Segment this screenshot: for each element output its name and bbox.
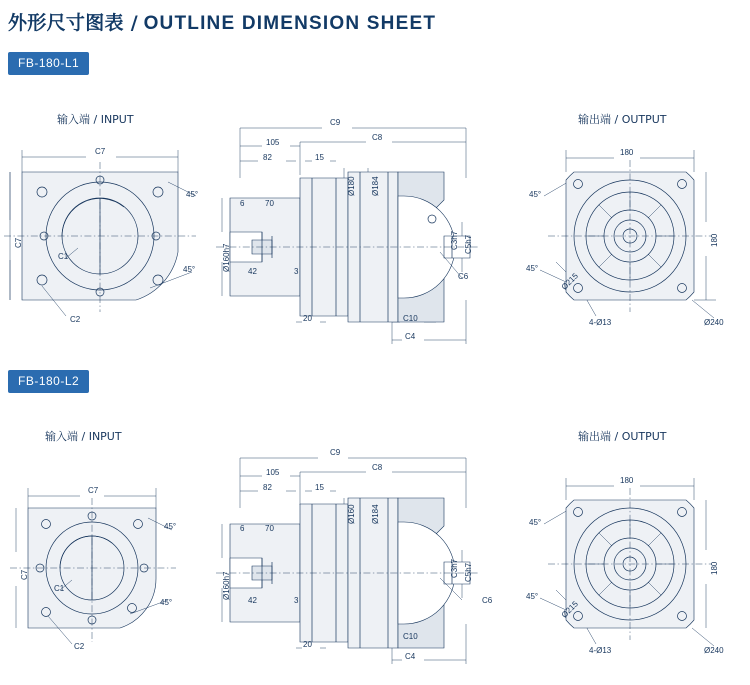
dim-4xd13-l1: 4-Ø13 bbox=[589, 318, 612, 327]
caption-output-l2: 输出端 / OUTPUT bbox=[578, 430, 667, 443]
dim-15-l2: 15 bbox=[315, 483, 324, 492]
dim-6-l2: 6 bbox=[240, 524, 245, 533]
dim-d160-l2: Ø160 bbox=[347, 504, 356, 524]
dim-c3h7-l1: C3h7 bbox=[450, 230, 459, 250]
dim-70-l2: 70 bbox=[265, 524, 274, 533]
dim-d240-l2: Ø240 bbox=[704, 646, 724, 655]
dim-d184-l1: Ø184 bbox=[371, 176, 380, 196]
dim-c7-left-l1: C7 bbox=[14, 237, 23, 248]
dim-105-l2: 105 bbox=[266, 468, 280, 477]
dim-c4-l1: C4 bbox=[405, 332, 416, 341]
dim-c5h7-l1: C5h7 bbox=[464, 234, 473, 254]
dim-c9-l1: C9 bbox=[330, 118, 341, 127]
dim-c8-l2: C8 bbox=[372, 463, 383, 472]
dim-70-l1: 70 bbox=[265, 199, 274, 208]
dim-d180-l1: Ø180 bbox=[347, 176, 356, 196]
dim-105-l1: 105 bbox=[266, 138, 280, 147]
page-title-en: OUTLINE DIMENSION SHEET bbox=[143, 13, 437, 34]
dim-c6-l1: C6 bbox=[458, 272, 469, 281]
model-tag-l2: FB-180-L2 bbox=[8, 370, 89, 393]
dim-d160h7-l2: Ø160h7 bbox=[222, 571, 231, 600]
dim-c10-l1: C10 bbox=[403, 314, 418, 323]
dim-180-top-l1: 180 bbox=[620, 148, 634, 157]
dim-42-l2: 42 bbox=[248, 596, 257, 605]
dim-c1-l2: C1 bbox=[54, 584, 65, 593]
dim-82-l1: 82 bbox=[263, 153, 272, 162]
dim-20-l2: 20 bbox=[303, 640, 312, 649]
dim-c8-l1: C8 bbox=[372, 133, 383, 142]
dim-d215-l1: Ø215 bbox=[559, 271, 580, 292]
dim-15-l1: 15 bbox=[315, 153, 324, 162]
dim-d240-l1: Ø240 bbox=[704, 318, 724, 327]
dim-c6-l2: C6 bbox=[482, 596, 493, 605]
page-title-cn: 外形尺寸图表 / bbox=[8, 12, 138, 34]
dim-180-right-l2: 180 bbox=[710, 561, 719, 575]
dim-d160h7-l1: Ø160h7 bbox=[222, 243, 231, 272]
dim-4xd13-l2: 4-Ø13 bbox=[589, 646, 612, 655]
dim-c1-l1: C1 bbox=[58, 252, 69, 261]
dim-45-top-l2: 45° bbox=[164, 522, 177, 531]
dim-c4-l2: C4 bbox=[405, 652, 416, 661]
dim-c5h7-l2: C5h7 bbox=[464, 562, 473, 582]
dim-d184-l2: Ø184 bbox=[371, 504, 380, 524]
dim-c7-top-l1: C7 bbox=[95, 147, 106, 156]
caption-input-l2: 输入端 / INPUT bbox=[45, 430, 122, 443]
dim-45-top-out-l2: 45° bbox=[529, 518, 542, 527]
dim-45-bottom-out-l1: 45° bbox=[526, 264, 539, 273]
dim-45-bottom-out-l2: 45° bbox=[526, 592, 539, 601]
dim-45-bottom-l2: 45° bbox=[160, 598, 173, 607]
dim-c2-l2: C2 bbox=[74, 642, 85, 651]
dim-45-top-l1: 45° bbox=[186, 190, 199, 199]
dim-180-top-l2: 180 bbox=[620, 476, 634, 485]
dim-6-l1: 6 bbox=[240, 199, 245, 208]
dim-c3h7-l2: C3h7 bbox=[450, 558, 459, 578]
dim-c2-l1: C2 bbox=[70, 315, 81, 324]
dim-c10-l2: C10 bbox=[403, 632, 418, 641]
dim-c9-l2: C9 bbox=[330, 448, 341, 457]
dim-82-l2: 82 bbox=[263, 483, 272, 492]
caption-input-l1: 输入端 / INPUT bbox=[57, 113, 134, 126]
dim-c7-top-l2: C7 bbox=[88, 486, 99, 495]
dim-42-l1: 42 bbox=[248, 267, 257, 276]
dim-3-l1: 3 bbox=[294, 267, 299, 276]
dim-180-right-l1: 180 bbox=[710, 233, 719, 247]
dim-20-l1: 20 bbox=[303, 314, 312, 323]
dim-3-l2: 3 bbox=[294, 596, 299, 605]
dim-c7-left-l2: C7 bbox=[20, 569, 29, 580]
caption-output-l1: 输出端 / OUTPUT bbox=[578, 113, 667, 126]
dim-45-top-out-l1: 45° bbox=[529, 190, 542, 199]
dim-d215-l2: Ø215 bbox=[559, 599, 580, 620]
model-tag-l1: FB-180-L1 bbox=[8, 52, 89, 75]
dim-45-bottom-l1: 45° bbox=[183, 265, 196, 274]
